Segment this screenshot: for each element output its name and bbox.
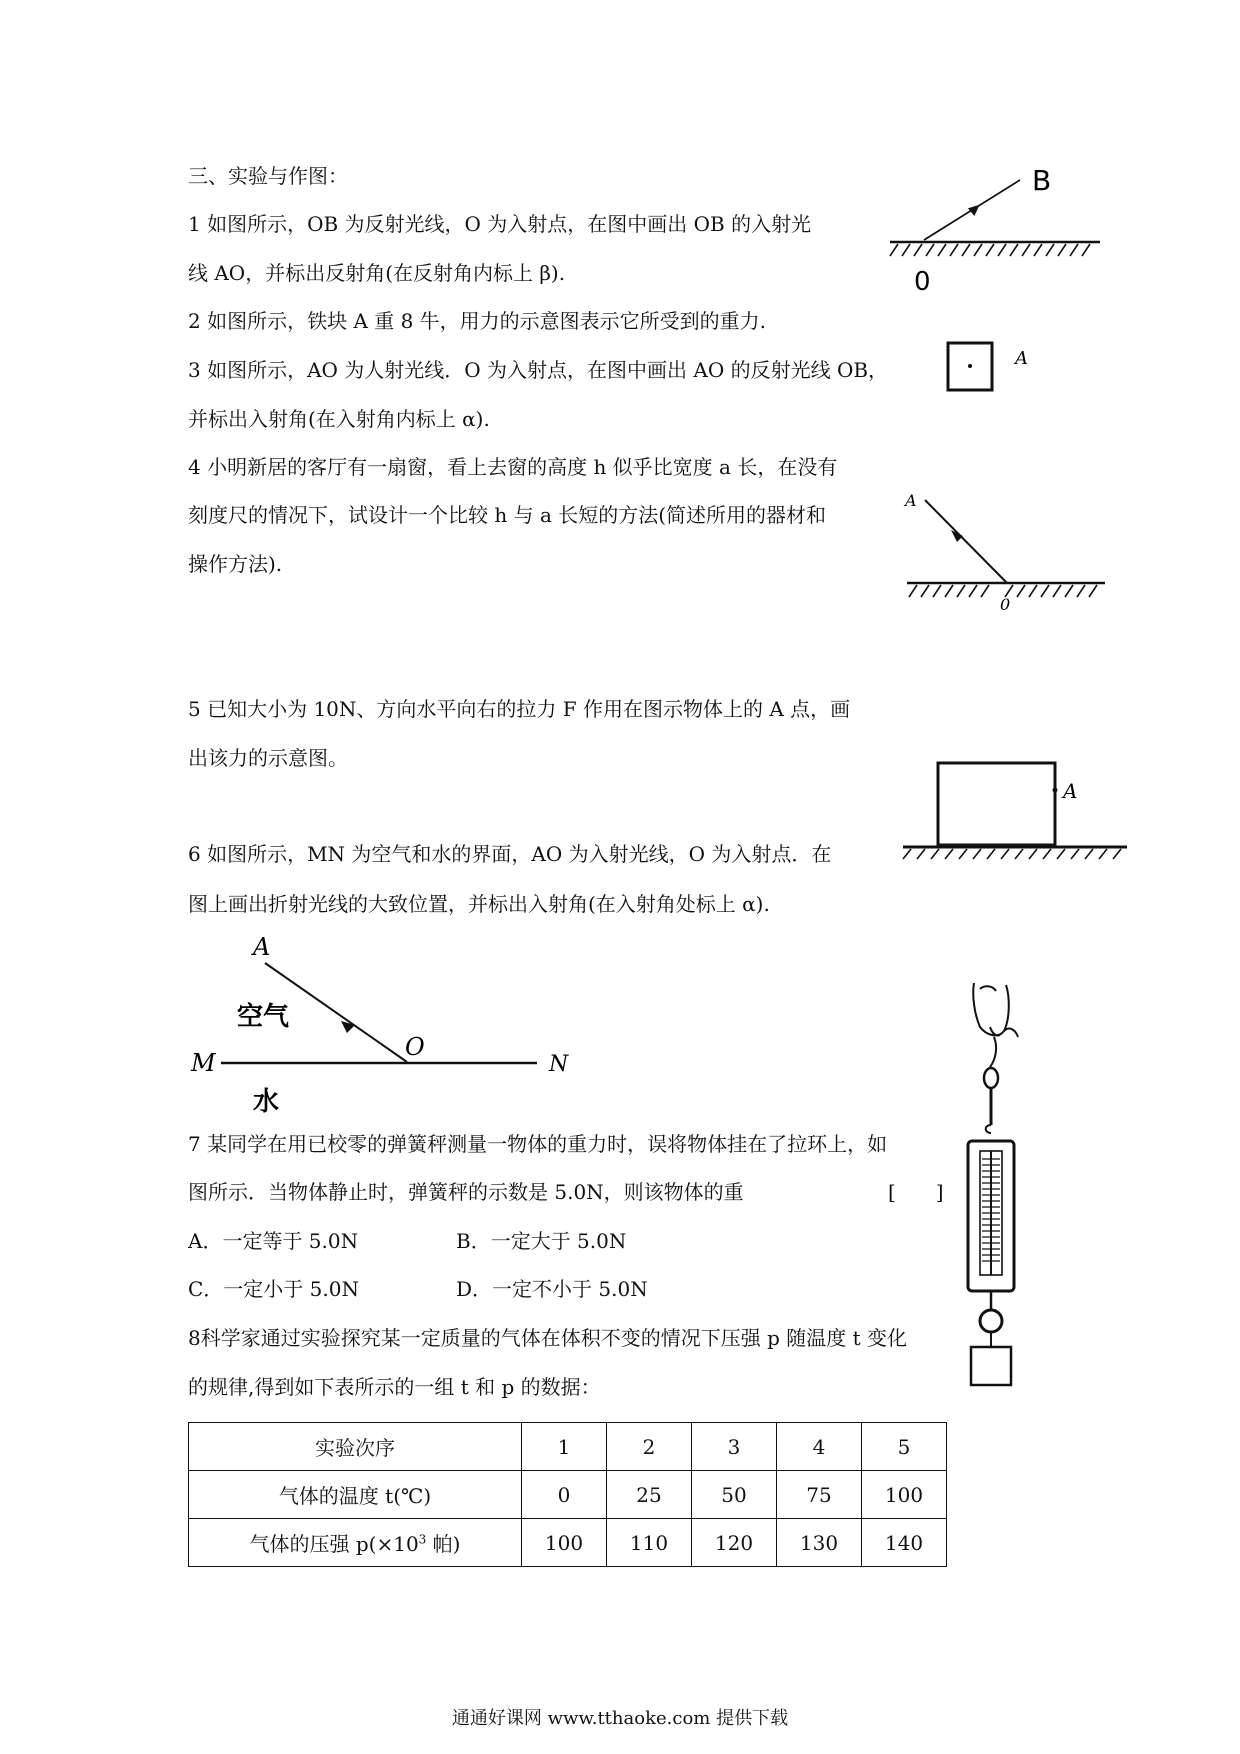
table-cell: 140: [862, 1519, 947, 1567]
q7-option-c: C．一定小于 5.0N: [188, 1277, 359, 1301]
hook-icon: [986, 1125, 991, 1133]
label-m: M: [191, 1049, 216, 1077]
row-label: 气体的温度 t(℃): [189, 1471, 522, 1519]
label-a: A: [1063, 779, 1078, 803]
label-b: B: [1032, 164, 1052, 197]
table-cell: 5: [862, 1423, 947, 1471]
q4-line1: 4 小明新居的客厅有一扇窗，看上去窗的高度 h 似乎比宽度 a 长，在没有: [188, 455, 838, 479]
q7-line2: 图所示．当物体静止时，弹簧秤的示数是 5.0N，则该物体的重: [188, 1180, 744, 1204]
table-cell: 3: [692, 1423, 777, 1471]
q7-line1: 7 某同学在用已校零的弹簧秤测量一物体的重力时，误将物体挂在了拉环上，如: [188, 1132, 888, 1156]
table-cell: 130: [777, 1519, 862, 1567]
q8-line2: 的规律,得到如下表所示的一组 t 和 p 的数据：: [188, 1375, 601, 1399]
q3-line1: 3 如图所示，AO 为人射光线．O 为入射点，在图中画出 AO 的反射光线 OB，: [188, 358, 889, 382]
label-a: A: [253, 933, 271, 961]
ray-arrow-icon: [341, 1021, 355, 1033]
table-cell: 110: [607, 1519, 692, 1567]
label-a: A: [1015, 348, 1028, 369]
bottom-ring: [980, 1310, 1002, 1332]
label-water: 水: [253, 1087, 280, 1117]
q4-line3: 操作方法).: [188, 552, 283, 576]
hand-icon: [973, 983, 1018, 1037]
q7-answer-bracket: [ ]: [888, 1180, 944, 1204]
table-cell: 4: [777, 1423, 862, 1471]
center-dot: [968, 364, 972, 368]
table-cell: 0: [522, 1471, 607, 1519]
q3-line2: 并标出入射角(在入射角内标上 α).: [188, 407, 490, 431]
table-cell: 100: [522, 1519, 607, 1567]
q7-option-d: D．一定不小于 5.0N: [456, 1277, 648, 1301]
gas-data-table: [188, 1422, 947, 1567]
figure-5-block: [895, 760, 1135, 860]
q8-line1: 8科学家通过实验探究某一定质量的气体在体积不变的情况下压强 p 随温度 t 变化: [188, 1326, 907, 1350]
label-a: A: [905, 491, 917, 510]
q1-line1: 1 如图所示，OB 为反射光线，O 为入射点，在图中画出 OB 的入射光: [188, 212, 812, 236]
table-cell: 25: [607, 1471, 692, 1519]
object-block: [938, 763, 1055, 845]
table-cell: 100: [862, 1471, 947, 1519]
label-o: O: [405, 1033, 425, 1061]
figure-1-reflection: [880, 160, 1120, 310]
label-n: N: [549, 1052, 569, 1077]
figure-3-incident: [895, 480, 1125, 620]
q2-line1: 2 如图所示，铁块 A 重 8 牛，用力的示意图表示它所受到的重力.: [188, 309, 767, 333]
label-o: 0: [914, 267, 931, 297]
table-cell: 120: [692, 1519, 777, 1567]
q7-option-b: B．一定大于 5.0N: [456, 1229, 627, 1253]
q1-line2: 线 AO，并标出反射角(在反射角内标上 β).: [188, 261, 566, 285]
point-a-dot: [1053, 788, 1058, 793]
table-row: [189, 1423, 947, 1471]
q6-line2: 图上画出折射光线的大致位置，并标出入射角(在入射角处标上 α).: [188, 892, 770, 916]
q5-line1: 5 已知大小为 10N、方向水平向右的拉力 F 作用在图示物体上的 A 点，画: [188, 697, 851, 721]
table-row: [189, 1471, 947, 1519]
ground-hatching: [903, 849, 1121, 859]
q7-option-a: A．一定等于 5.0N: [188, 1229, 359, 1253]
section-title: 三、实验与作图：: [188, 164, 348, 188]
q6-line1: 6 如图所示，MN 为空气和水的界面，AO 为入射光线，O 为入射点．在: [188, 842, 832, 866]
mirror-hatching: [890, 244, 1090, 256]
figure-6-refraction: [185, 925, 585, 1125]
figure-2-block: [945, 340, 1045, 400]
row-label: 气体的压强 $p(\times 10^3$ 帕): [189, 1519, 522, 1567]
table-cell: 50: [692, 1471, 777, 1519]
top-hook-ring: [984, 1068, 998, 1088]
q4-line2: 刻度尺的情况下，试设计一个比较 h 与 a 长短的方法(简述所用的器材和: [188, 503, 827, 527]
figure-7-spring-scale: [960, 975, 1060, 1395]
table-cell: 75: [777, 1471, 862, 1519]
table-cell: 1: [522, 1423, 607, 1471]
q5-line2: 出该力的示意图。: [188, 746, 348, 770]
label-air: 空气: [237, 1002, 290, 1032]
footer-credit: 通通好课网 www.tthaoke.com 提供下载: [451, 1708, 789, 1729]
table-row: [189, 1519, 947, 1567]
incident-ray-ao: [925, 500, 1007, 583]
pull-ring: [990, 1037, 996, 1067]
row-label: 实验次序: [189, 1423, 522, 1471]
hanging-object: [971, 1347, 1011, 1385]
label-o: 0: [1000, 595, 1011, 614]
table-cell: 2: [607, 1423, 692, 1471]
